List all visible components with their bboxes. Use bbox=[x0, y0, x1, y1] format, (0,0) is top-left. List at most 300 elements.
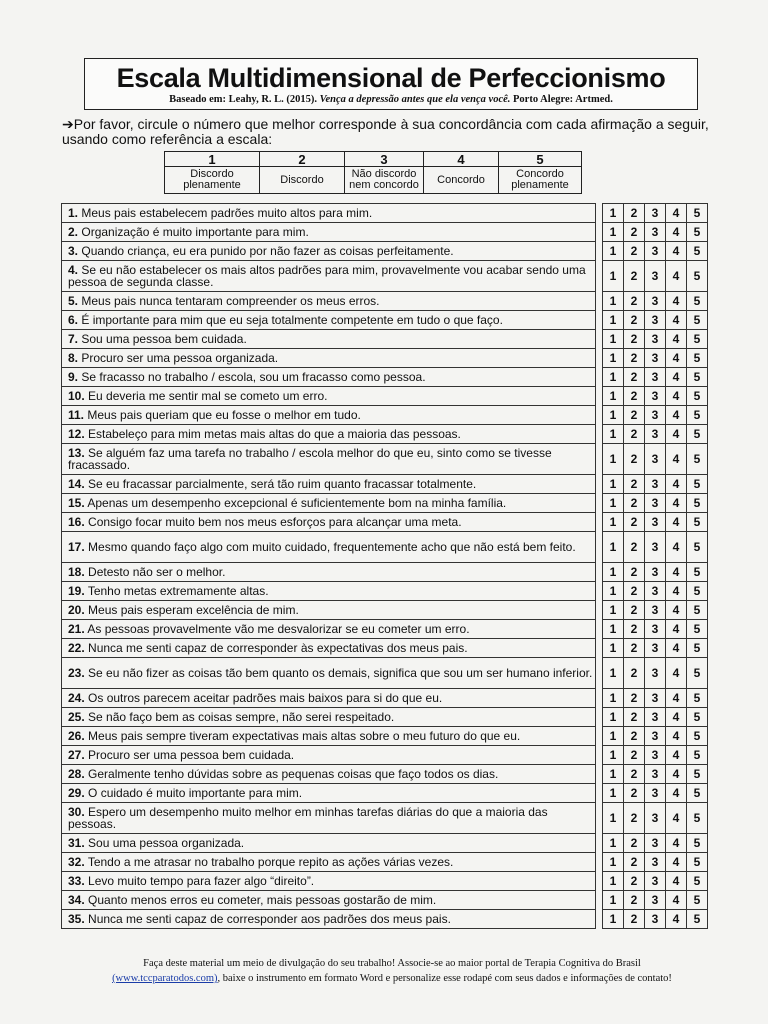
scale-value-3: 3 bbox=[345, 152, 424, 167]
table-row bbox=[62, 204, 708, 223]
answer-option-5[interactable]: 5 bbox=[687, 349, 708, 368]
answer-option-3[interactable]: 3 bbox=[645, 204, 666, 223]
item-number: 30. bbox=[68, 805, 85, 819]
answer-option-2[interactable]: 2 bbox=[624, 406, 645, 425]
answer-option-1[interactable]: 1 bbox=[603, 834, 624, 853]
answer-option-5[interactable]: 5 bbox=[687, 223, 708, 242]
answer-option-2[interactable]: 2 bbox=[624, 708, 645, 727]
table-row bbox=[62, 368, 708, 387]
answer-option-2[interactable]: 2 bbox=[624, 475, 645, 494]
answer-option-5[interactable]: 5 bbox=[687, 425, 708, 444]
answer-option-4[interactable]: 4 bbox=[666, 620, 687, 639]
answer-option-3[interactable]: 3 bbox=[645, 494, 666, 513]
answer-option-2[interactable]: 2 bbox=[624, 620, 645, 639]
row-gap bbox=[596, 330, 603, 349]
answer-option-4[interactable]: 4 bbox=[666, 494, 687, 513]
scale-label-2: Discordo bbox=[260, 167, 345, 194]
row-gap bbox=[596, 242, 603, 261]
answer-option-5[interactable]: 5 bbox=[687, 494, 708, 513]
answer-option-4[interactable]: 4 bbox=[666, 582, 687, 601]
row-gap bbox=[596, 444, 603, 475]
item-number: 14. bbox=[68, 477, 85, 491]
table-row bbox=[62, 494, 708, 513]
answer-option-4[interactable]: 4 bbox=[666, 444, 687, 475]
answer-option-1[interactable]: 1 bbox=[603, 223, 624, 242]
answer-option-2[interactable]: 2 bbox=[624, 494, 645, 513]
answer-option-1[interactable]: 1 bbox=[603, 601, 624, 620]
answer-option-5[interactable]: 5 bbox=[687, 689, 708, 708]
answer-option-3[interactable]: 3 bbox=[645, 242, 666, 261]
answer-option-3[interactable]: 3 bbox=[645, 582, 666, 601]
answer-option-1[interactable]: 1 bbox=[603, 746, 624, 765]
answer-option-3[interactable]: 3 bbox=[645, 658, 666, 689]
answer-option-1[interactable]: 1 bbox=[603, 368, 624, 387]
table-row bbox=[62, 601, 708, 620]
item-statement bbox=[62, 601, 596, 620]
item-statement bbox=[62, 330, 596, 349]
table-row bbox=[62, 311, 708, 330]
row-gap bbox=[596, 475, 603, 494]
answer-option-2[interactable]: 2 bbox=[624, 330, 645, 349]
answer-option-3[interactable]: 3 bbox=[645, 444, 666, 475]
answer-option-1[interactable]: 1 bbox=[603, 387, 624, 406]
table-row bbox=[62, 620, 708, 639]
answer-option-2[interactable]: 2 bbox=[624, 765, 645, 784]
answer-option-1[interactable]: 1 bbox=[603, 872, 624, 891]
answer-option-2[interactable]: 2 bbox=[624, 891, 645, 910]
item-number: 11. bbox=[68, 408, 85, 422]
answer-option-4[interactable]: 4 bbox=[666, 689, 687, 708]
item-text: Se eu fracassar parcialmente, será tão ruim quanto fracassar totalmente. bbox=[88, 477, 477, 491]
scale-label-4: Concordo bbox=[424, 167, 499, 194]
answer-option-2[interactable]: 2 bbox=[624, 803, 645, 834]
answer-option-5[interactable]: 5 bbox=[687, 784, 708, 803]
item-number: 10. bbox=[68, 389, 85, 403]
answer-option-5[interactable]: 5 bbox=[687, 513, 708, 532]
answer-option-3[interactable]: 3 bbox=[645, 601, 666, 620]
answer-option-1[interactable]: 1 bbox=[603, 475, 624, 494]
item-statement bbox=[62, 513, 596, 532]
answer-option-5[interactable]: 5 bbox=[687, 910, 708, 929]
answer-option-4[interactable]: 4 bbox=[666, 708, 687, 727]
item-text: É importante para mim que eu seja totalmente competente em tudo o que faço. bbox=[81, 313, 503, 327]
item-number: 17. bbox=[68, 540, 85, 554]
answer-option-4[interactable]: 4 bbox=[666, 349, 687, 368]
answer-option-2[interactable]: 2 bbox=[624, 746, 645, 765]
row-gap bbox=[596, 601, 603, 620]
answer-option-4[interactable]: 4 bbox=[666, 563, 687, 582]
table-row bbox=[62, 330, 708, 349]
table-row bbox=[62, 689, 708, 708]
answer-option-1[interactable]: 1 bbox=[603, 292, 624, 311]
answer-option-4[interactable]: 4 bbox=[666, 834, 687, 853]
table-row bbox=[62, 582, 708, 601]
answer-option-2[interactable]: 2 bbox=[624, 563, 645, 582]
answer-option-3[interactable]: 3 bbox=[645, 708, 666, 727]
item-number: 27. bbox=[68, 748, 85, 762]
answer-option-5[interactable]: 5 bbox=[687, 406, 708, 425]
answer-option-4[interactable]: 4 bbox=[666, 746, 687, 765]
answer-option-1[interactable]: 1 bbox=[603, 853, 624, 872]
item-statement bbox=[62, 746, 596, 765]
answer-option-5[interactable]: 5 bbox=[687, 563, 708, 582]
answer-option-3[interactable]: 3 bbox=[645, 872, 666, 891]
footer bbox=[60, 956, 724, 986]
item-text: Tendo a me atrasar no trabalho porque repito as ações várias vezes. bbox=[87, 855, 454, 869]
item-number: 31. bbox=[68, 836, 85, 850]
item-statement bbox=[62, 639, 596, 658]
answer-option-3[interactable]: 3 bbox=[645, 727, 666, 746]
answer-option-4[interactable]: 4 bbox=[666, 639, 687, 658]
answer-option-1[interactable]: 1 bbox=[603, 784, 624, 803]
answer-option-5[interactable]: 5 bbox=[687, 204, 708, 223]
answer-option-3[interactable]: 3 bbox=[645, 368, 666, 387]
item-number: 18. bbox=[68, 565, 85, 579]
row-gap bbox=[596, 425, 603, 444]
item-statement bbox=[62, 853, 596, 872]
item-statement bbox=[62, 834, 596, 853]
item-statement bbox=[62, 563, 596, 582]
table-row bbox=[62, 834, 708, 853]
answer-option-5[interactable]: 5 bbox=[687, 532, 708, 563]
answer-option-2[interactable]: 2 bbox=[624, 872, 645, 891]
item-statement bbox=[62, 658, 596, 689]
answer-option-5[interactable]: 5 bbox=[687, 601, 708, 620]
answer-option-3[interactable]: 3 bbox=[645, 834, 666, 853]
answer-option-5[interactable]: 5 bbox=[687, 708, 708, 727]
answer-option-3[interactable]: 3 bbox=[645, 620, 666, 639]
item-statement bbox=[62, 444, 596, 475]
answer-option-2[interactable]: 2 bbox=[624, 784, 645, 803]
row-gap bbox=[596, 803, 603, 834]
answer-option-3[interactable]: 3 bbox=[645, 532, 666, 563]
row-gap bbox=[596, 910, 603, 929]
answer-option-2[interactable]: 2 bbox=[624, 242, 645, 261]
reference-suffix: Porto Alegre: Artmed. bbox=[513, 94, 613, 105]
answer-option-1[interactable]: 1 bbox=[603, 242, 624, 261]
answer-option-1[interactable]: 1 bbox=[603, 582, 624, 601]
item-text: Meus pais esperam excelência de mim. bbox=[88, 603, 299, 617]
answer-option-1[interactable]: 1 bbox=[603, 406, 624, 425]
answer-option-1[interactable]: 1 bbox=[603, 204, 624, 223]
item-text: Espero um desempenho muito melhor em minhas tarefas diárias do que a maioria das pessoas. bbox=[68, 805, 548, 831]
answer-option-2[interactable]: 2 bbox=[624, 853, 645, 872]
item-statement bbox=[62, 689, 596, 708]
answer-option-2[interactable]: 2 bbox=[624, 834, 645, 853]
answer-option-5[interactable]: 5 bbox=[687, 853, 708, 872]
item-text: Estabeleço para mim metas mais altas do que a maioria das pessoas. bbox=[88, 427, 461, 441]
reference-line bbox=[85, 94, 697, 105]
row-gap bbox=[596, 853, 603, 872]
answer-option-5[interactable]: 5 bbox=[687, 444, 708, 475]
scale-value-1: 1 bbox=[165, 152, 260, 167]
table-row bbox=[62, 803, 708, 834]
answer-option-2[interactable]: 2 bbox=[624, 223, 645, 242]
answer-option-5[interactable]: 5 bbox=[687, 582, 708, 601]
answer-option-4[interactable]: 4 bbox=[666, 368, 687, 387]
table-row bbox=[62, 513, 708, 532]
answer-option-1[interactable]: 1 bbox=[603, 910, 624, 929]
answer-option-4[interactable]: 4 bbox=[666, 872, 687, 891]
item-text: Se eu não fizer as coisas tão bem quanto os demais, significa que sou um ser humano inferior. bbox=[88, 666, 593, 680]
answer-option-1[interactable]: 1 bbox=[603, 494, 624, 513]
answer-option-3[interactable]: 3 bbox=[645, 387, 666, 406]
answer-option-4[interactable]: 4 bbox=[666, 292, 687, 311]
item-statement bbox=[62, 406, 596, 425]
item-text: Geralmente tenho dúvidas sobre as pequenas coisas que faço todos os dias. bbox=[88, 767, 499, 781]
answer-option-4[interactable]: 4 bbox=[666, 803, 687, 834]
row-gap bbox=[596, 746, 603, 765]
item-text: Sou uma pessoa organizada. bbox=[88, 836, 245, 850]
answer-option-2[interactable]: 2 bbox=[624, 368, 645, 387]
item-text: Se não faço bem as coisas sempre, não serei respeitado. bbox=[88, 710, 395, 724]
answer-option-5[interactable]: 5 bbox=[687, 803, 708, 834]
row-gap bbox=[596, 784, 603, 803]
answer-option-1[interactable]: 1 bbox=[603, 563, 624, 582]
footer-link[interactable]: (www.tccparatodos.com) bbox=[112, 973, 218, 984]
item-number: 2. bbox=[68, 225, 79, 239]
item-number: 25. bbox=[68, 710, 85, 724]
row-gap bbox=[596, 563, 603, 582]
table-row bbox=[62, 349, 708, 368]
answer-option-3[interactable]: 3 bbox=[645, 853, 666, 872]
table-row bbox=[62, 292, 708, 311]
answer-option-2[interactable]: 2 bbox=[624, 910, 645, 929]
item-statement bbox=[62, 532, 596, 563]
answer-option-1[interactable]: 1 bbox=[603, 689, 624, 708]
answer-option-5[interactable]: 5 bbox=[687, 311, 708, 330]
answer-option-1[interactable]: 1 bbox=[603, 311, 624, 330]
answer-option-1[interactable]: 1 bbox=[603, 658, 624, 689]
answer-option-1[interactable]: 1 bbox=[603, 765, 624, 784]
answer-option-2[interactable]: 2 bbox=[624, 727, 645, 746]
answer-option-3[interactable]: 3 bbox=[645, 765, 666, 784]
answer-option-2[interactable]: 2 bbox=[624, 387, 645, 406]
answer-option-1[interactable]: 1 bbox=[603, 261, 624, 292]
answer-option-2[interactable]: 2 bbox=[624, 349, 645, 368]
arrow-icon: ➔ bbox=[62, 116, 74, 132]
table-row bbox=[62, 425, 708, 444]
answer-option-5[interactable]: 5 bbox=[687, 727, 708, 746]
item-number: 6. bbox=[68, 313, 79, 327]
answer-option-1[interactable]: 1 bbox=[603, 639, 624, 658]
instruction bbox=[62, 117, 722, 147]
item-statement bbox=[62, 475, 596, 494]
item-text: O cuidado é muito importante para mim. bbox=[88, 786, 303, 800]
answer-option-5[interactable]: 5 bbox=[687, 242, 708, 261]
table-row bbox=[62, 223, 708, 242]
row-gap bbox=[596, 872, 603, 891]
answer-option-5[interactable]: 5 bbox=[687, 872, 708, 891]
answer-option-4[interactable]: 4 bbox=[666, 330, 687, 349]
row-gap bbox=[596, 639, 603, 658]
item-number: 33. bbox=[68, 874, 85, 888]
answer-option-5[interactable]: 5 bbox=[687, 765, 708, 784]
answer-option-4[interactable]: 4 bbox=[666, 727, 687, 746]
item-text: Nunca me senti capaz de corresponder às expectativas dos meus pais. bbox=[88, 641, 468, 655]
item-number: 22. bbox=[68, 641, 85, 655]
answer-option-3[interactable]: 3 bbox=[645, 689, 666, 708]
answer-option-4[interactable]: 4 bbox=[666, 425, 687, 444]
answer-option-2[interactable]: 2 bbox=[624, 204, 645, 223]
answer-option-4[interactable]: 4 bbox=[666, 513, 687, 532]
table-row bbox=[62, 261, 708, 292]
item-statement bbox=[62, 872, 596, 891]
answer-option-4[interactable]: 4 bbox=[666, 223, 687, 242]
item-text: Meus pais nunca tentaram compreender os meus erros. bbox=[81, 294, 380, 308]
answer-option-2[interactable]: 2 bbox=[624, 444, 645, 475]
table-row bbox=[62, 532, 708, 563]
answer-option-2[interactable]: 2 bbox=[624, 261, 645, 292]
table-row bbox=[62, 639, 708, 658]
item-text: Tenho metas extremamente altas. bbox=[87, 584, 269, 598]
answer-option-4[interactable]: 4 bbox=[666, 204, 687, 223]
table-row bbox=[62, 872, 708, 891]
row-gap bbox=[596, 658, 603, 689]
answer-option-4[interactable]: 4 bbox=[666, 261, 687, 292]
answer-option-4[interactable]: 4 bbox=[666, 242, 687, 261]
item-statement bbox=[62, 582, 596, 601]
scale-value-2: 2 bbox=[260, 152, 345, 167]
answer-option-3[interactable]: 3 bbox=[645, 475, 666, 494]
item-number: 29. bbox=[68, 786, 85, 800]
item-text: Se eu não estabelecer os mais altos padrões para mim, provavelmente vou acabar sendo uma pessoa de segunda classe. bbox=[68, 263, 586, 289]
answer-option-4[interactable]: 4 bbox=[666, 311, 687, 330]
answer-option-1[interactable]: 1 bbox=[603, 425, 624, 444]
row-gap bbox=[596, 204, 603, 223]
answer-option-2[interactable]: 2 bbox=[624, 639, 645, 658]
table-row bbox=[62, 746, 708, 765]
answer-option-2[interactable]: 2 bbox=[624, 658, 645, 689]
answer-option-2[interactable]: 2 bbox=[624, 292, 645, 311]
footer-line2: , baixe o instrumento em formato Word e personalize esse rodapé com seus dados e informações de contato! bbox=[217, 973, 672, 984]
answer-option-2[interactable]: 2 bbox=[624, 689, 645, 708]
answer-option-2[interactable]: 2 bbox=[624, 582, 645, 601]
answer-option-3[interactable]: 3 bbox=[645, 349, 666, 368]
item-statement bbox=[62, 910, 596, 929]
answer-option-2[interactable]: 2 bbox=[624, 513, 645, 532]
item-text: As pessoas provavelmente vão me desvalorizar se eu cometer um erro. bbox=[87, 622, 470, 636]
answer-option-3[interactable]: 3 bbox=[645, 746, 666, 765]
answer-option-1[interactable]: 1 bbox=[603, 349, 624, 368]
answer-option-5[interactable]: 5 bbox=[687, 639, 708, 658]
answer-option-1[interactable]: 1 bbox=[603, 727, 624, 746]
answer-option-3[interactable]: 3 bbox=[645, 330, 666, 349]
answer-option-3[interactable]: 3 bbox=[645, 425, 666, 444]
answer-option-3[interactable]: 3 bbox=[645, 292, 666, 311]
answer-option-4[interactable]: 4 bbox=[666, 601, 687, 620]
answer-option-5[interactable]: 5 bbox=[687, 330, 708, 349]
answer-option-1[interactable]: 1 bbox=[603, 803, 624, 834]
table-row bbox=[62, 784, 708, 803]
item-text: Se alguém faz uma tarefa no trabalho / escola melhor do que eu, sinto como se tivesse fracassado. bbox=[68, 446, 552, 472]
item-number: 35. bbox=[68, 912, 85, 926]
answer-option-2[interactable]: 2 bbox=[624, 425, 645, 444]
answer-option-5[interactable]: 5 bbox=[687, 658, 708, 689]
answer-option-4[interactable]: 4 bbox=[666, 387, 687, 406]
item-statement bbox=[62, 620, 596, 639]
answer-option-2[interactable]: 2 bbox=[624, 601, 645, 620]
scale-value-5: 5 bbox=[499, 152, 582, 167]
table-row bbox=[62, 658, 708, 689]
answer-option-3[interactable]: 3 bbox=[645, 891, 666, 910]
answer-option-1[interactable]: 1 bbox=[603, 444, 624, 475]
answer-option-4[interactable]: 4 bbox=[666, 532, 687, 563]
answer-option-1[interactable]: 1 bbox=[603, 330, 624, 349]
item-statement bbox=[62, 204, 596, 223]
answer-option-1[interactable]: 1 bbox=[603, 891, 624, 910]
item-text: Procuro ser uma pessoa bem cuidada. bbox=[88, 748, 295, 762]
instruction-text: Por favor, circule o número que melhor corresponde à sua concordância com cada afirmação a seguir, usando como referência a escala: bbox=[62, 116, 709, 147]
item-text: Meus pais queriam que eu fosse o melhor em tudo. bbox=[87, 408, 361, 422]
item-number: 16. bbox=[68, 515, 85, 529]
answer-option-4[interactable]: 4 bbox=[666, 891, 687, 910]
item-text: Detesto não ser o melhor. bbox=[88, 565, 226, 579]
row-gap bbox=[596, 620, 603, 639]
answer-option-3[interactable]: 3 bbox=[645, 223, 666, 242]
answer-option-4[interactable]: 4 bbox=[666, 475, 687, 494]
answer-option-3[interactable]: 3 bbox=[645, 406, 666, 425]
answer-option-5[interactable]: 5 bbox=[687, 387, 708, 406]
row-gap bbox=[596, 513, 603, 532]
table-row bbox=[62, 891, 708, 910]
answer-option-3[interactable]: 3 bbox=[645, 513, 666, 532]
answer-option-4[interactable]: 4 bbox=[666, 406, 687, 425]
answer-option-4[interactable]: 4 bbox=[666, 658, 687, 689]
answer-option-5[interactable]: 5 bbox=[687, 475, 708, 494]
answer-option-3[interactable]: 3 bbox=[645, 639, 666, 658]
answer-option-2[interactable]: 2 bbox=[624, 532, 645, 563]
table-row bbox=[62, 242, 708, 261]
row-gap bbox=[596, 891, 603, 910]
answer-option-5[interactable]: 5 bbox=[687, 834, 708, 853]
answer-option-2[interactable]: 2 bbox=[624, 311, 645, 330]
answer-option-1[interactable]: 1 bbox=[603, 620, 624, 639]
answer-option-5[interactable]: 5 bbox=[687, 620, 708, 639]
answer-option-4[interactable]: 4 bbox=[666, 853, 687, 872]
answer-option-1[interactable]: 1 bbox=[603, 532, 624, 563]
items-table bbox=[61, 203, 708, 929]
answer-option-5[interactable]: 5 bbox=[687, 746, 708, 765]
answer-option-4[interactable]: 4 bbox=[666, 765, 687, 784]
item-statement bbox=[62, 242, 596, 261]
answer-option-4[interactable]: 4 bbox=[666, 784, 687, 803]
answer-option-3[interactable]: 3 bbox=[645, 563, 666, 582]
item-number: 32. bbox=[68, 855, 85, 869]
item-statement bbox=[62, 368, 596, 387]
item-number: 21. bbox=[68, 622, 85, 636]
item-statement bbox=[62, 311, 596, 330]
answer-option-3[interactable]: 3 bbox=[645, 803, 666, 834]
answer-option-1[interactable]: 1 bbox=[603, 513, 624, 532]
row-gap bbox=[596, 834, 603, 853]
answer-option-3[interactable]: 3 bbox=[645, 311, 666, 330]
answer-option-5[interactable]: 5 bbox=[687, 368, 708, 387]
item-statement bbox=[62, 223, 596, 242]
answer-option-1[interactable]: 1 bbox=[603, 708, 624, 727]
answer-option-5[interactable]: 5 bbox=[687, 292, 708, 311]
answer-option-3[interactable]: 3 bbox=[645, 910, 666, 929]
answer-option-5[interactable]: 5 bbox=[687, 891, 708, 910]
answer-option-4[interactable]: 4 bbox=[666, 910, 687, 929]
item-number: 13. bbox=[68, 446, 85, 460]
item-number: 7. bbox=[68, 332, 79, 346]
answer-option-3[interactable]: 3 bbox=[645, 784, 666, 803]
table-row bbox=[62, 387, 708, 406]
answer-option-3[interactable]: 3 bbox=[645, 261, 666, 292]
answer-option-5[interactable]: 5 bbox=[687, 261, 708, 292]
row-gap bbox=[596, 582, 603, 601]
